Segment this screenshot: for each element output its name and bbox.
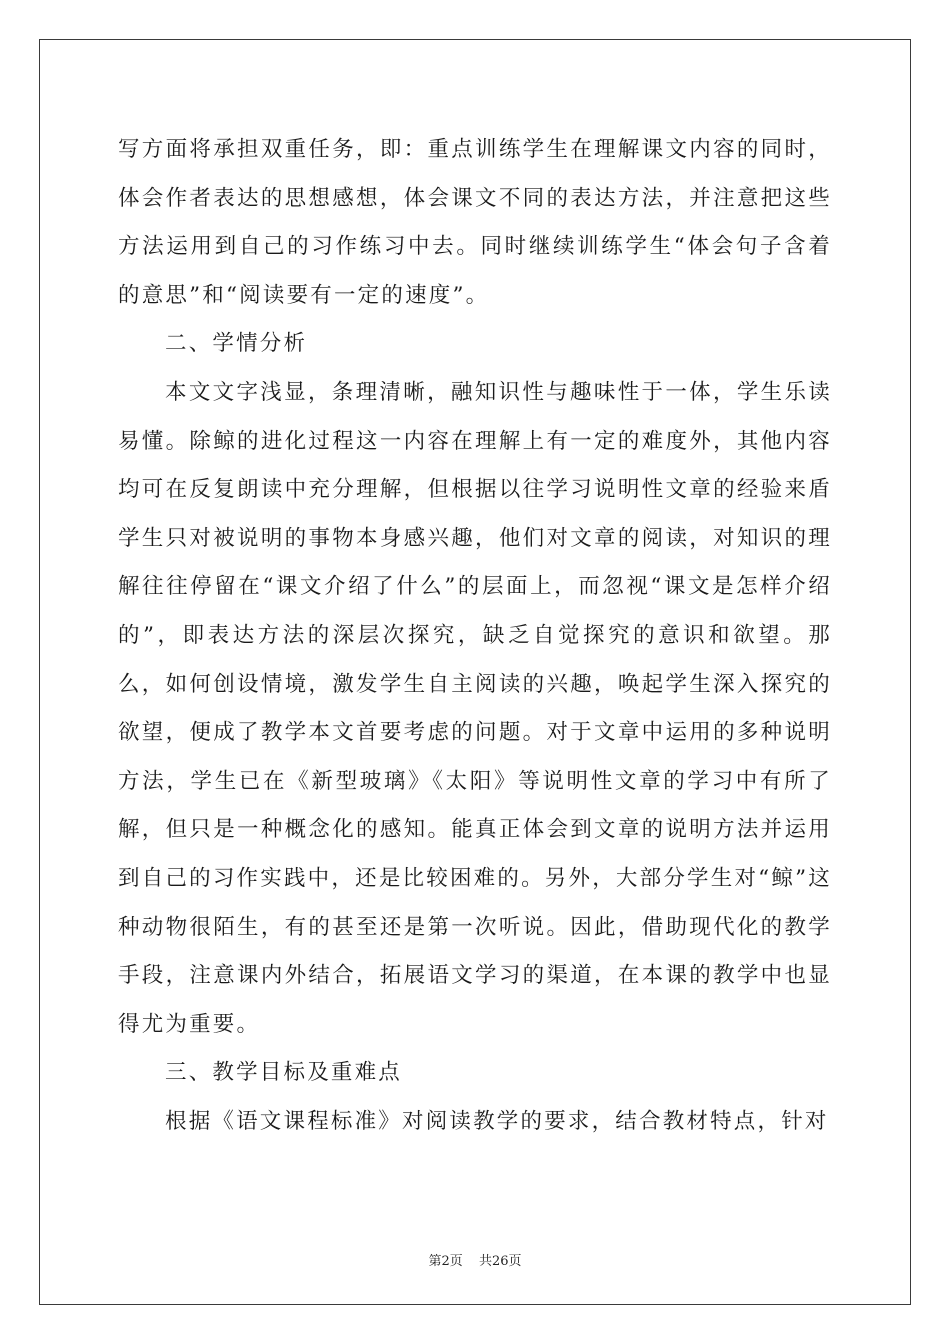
paragraph-task-intro: 写方面将承担双重任务，即：重点训练学生在理解课文内容的同时，体会作者表达的思想感想，体会课文不同的表达方法，并注意把这些方法运用到自己的习作练习中去。同时继续训练学生“体会句子含着的意思”和“阅读要有一定的速度”。 [118, 137, 832, 308]
section-heading-objectives: 三、教学目标及重难点 [165, 1060, 403, 1086]
section-heading-learning-analysis: 二、学情分析 [165, 331, 308, 357]
paragraph-learning-analysis: 本文文字浅显，条理清晰，融知识性与趣味性于一体，学生乐读易懂。除鲸的进化过程这一内容在理解上有一定的难度外，其他内容均可在反复朗读中充分理解，但根据以往学习说明性文章的经验来盾学生只对被说明的事物本身感兴趣，他们对文章的阅读，对知识的理解往往停留在“课文介绍了什么”的层面上，而忽视“课文是怎样介绍的”，即表达方法的深层次探究，缺乏自觉探究的意识和欲望。那么，如何创设情境，激发学生自主阅读的兴趣，唤起学生深入探究的欲望，便成了教学本文首要考虑的问题。对于文章中运用的多种说明方法，学生已在《新型玻璃》《太阳》等说明性文章的学习中有所了解，但只是一种概念化的感知。能真正体会到文章的说明方法并运用到自己的习作实践中，还是比较困难的。另外，大部分学生对“鲸”这种动物很陌生，有的甚至还是第一次听说。因此，借助现代化的教学手段，注意课内外结合，拓展语文学习的渠道，在本课的教学中也显得尤为重要。 [118, 379, 832, 1037]
paragraph-objectives: 根据《语文课程标准》对阅读教学的要求，结合教材特点，针对 [165, 1108, 829, 1134]
document-body [118, 126, 832, 1146]
page-footer [0, 1250, 950, 1269]
page-number: 第2页 [428, 1254, 463, 1269]
total-pages: 共26页 [478, 1254, 522, 1269]
